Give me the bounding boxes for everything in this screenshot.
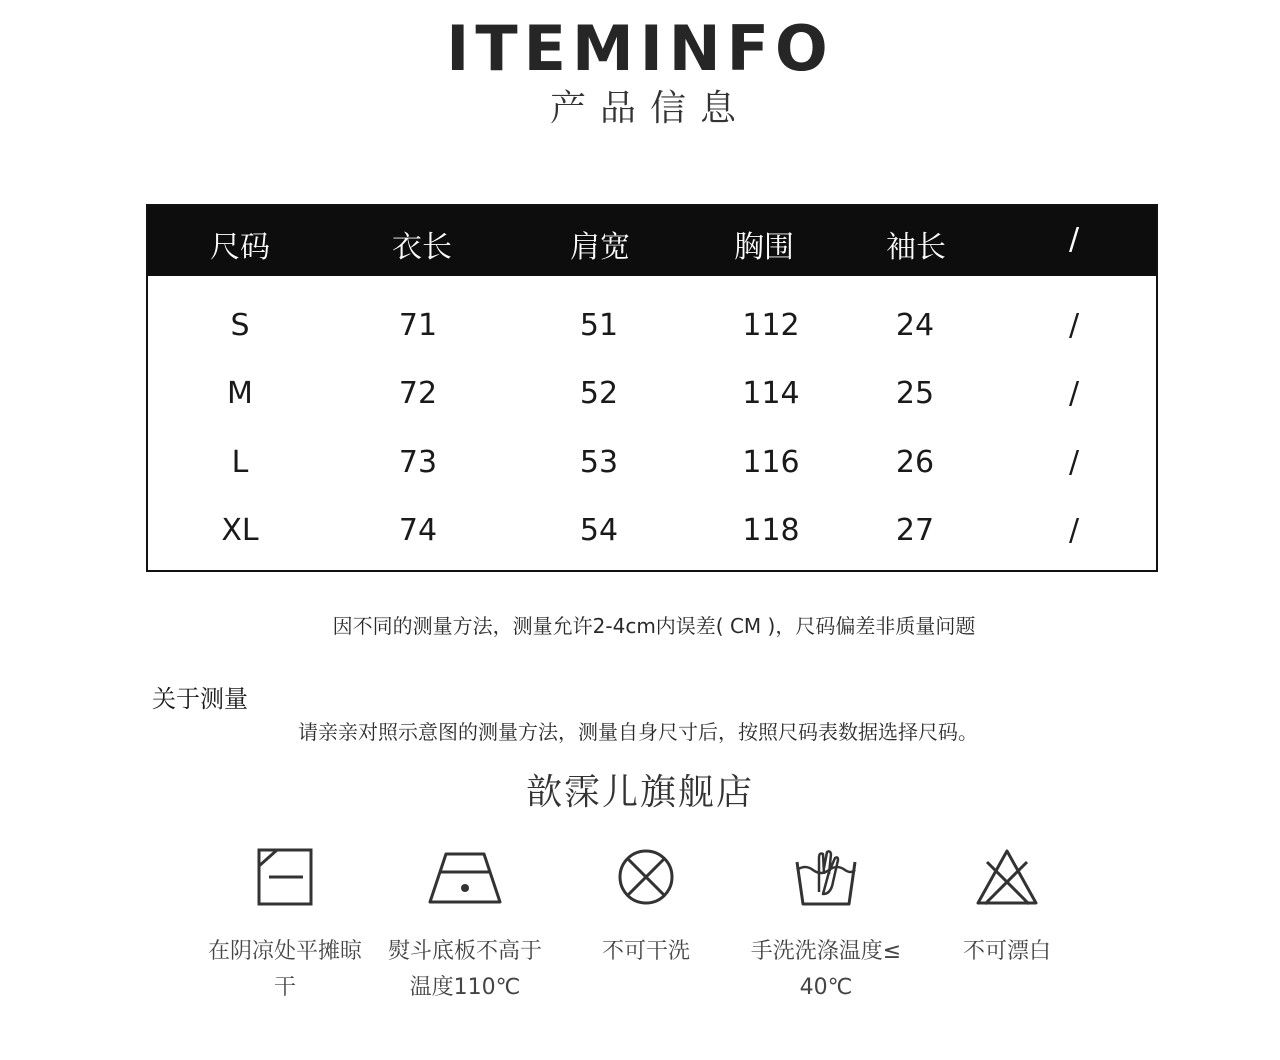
table-cell: / <box>1068 513 1080 548</box>
table-cell: S <box>230 308 250 343</box>
table-cell: L <box>231 445 249 480</box>
care-item-dry-flat <box>190 848 380 1018</box>
table-cell: 114 <box>742 376 800 411</box>
table-cell: 51 <box>579 308 619 343</box>
care-item-hand-wash <box>731 848 921 1018</box>
table-cell: 26 <box>895 445 935 480</box>
table-row <box>148 499 1156 567</box>
shade-dry-flat-icon <box>257 848 313 910</box>
table-cell: 118 <box>742 513 800 548</box>
care-label: 手洗洗涤温度≤ 40℃ <box>750 939 902 1000</box>
no-dry-clean-icon <box>617 848 675 910</box>
care-label: 不可漂白 <box>962 939 1051 964</box>
hand-wash-icon <box>793 848 859 912</box>
table-cell: 73 <box>398 445 438 480</box>
care-item-no-dry-clean <box>551 848 741 1018</box>
table-cell: 74 <box>398 513 438 548</box>
column-header-shoulder: 肩宽 <box>570 230 630 265</box>
table-cell: 71 <box>398 308 438 343</box>
table-row <box>148 294 1156 362</box>
table-cell: 112 <box>742 308 800 343</box>
care-label: 不可干洗 <box>601 939 690 964</box>
header-title: ITEMINFO <box>446 12 834 85</box>
measure-section-title: 关于测量 <box>152 685 248 713</box>
care-label: 在阴凉处平摊晾 干 <box>207 939 362 1000</box>
measure-section-text: 请亲亲对照示意图的测量方法，测量自身尺寸后，按照尺码表数据选择尺码。 <box>298 720 978 744</box>
column-header-extra: / <box>1068 222 1080 257</box>
table-cell: 25 <box>895 376 935 411</box>
care-label: 熨斗底板不高于 温度110℃ <box>387 939 542 1000</box>
table-cell: XL <box>221 513 259 548</box>
measurement-note: 因不同的测量方法，测量允许2-4cm内误差( CM )，尺码偏差非质量问题 <box>332 614 976 638</box>
column-header-length: 衣长 <box>392 230 452 265</box>
table-cell: M <box>227 376 253 411</box>
table-cell: / <box>1068 445 1080 480</box>
table-cell: 53 <box>579 445 619 480</box>
table-cell: / <box>1068 376 1080 411</box>
store-name: 歆霂儿旗舰店 <box>525 772 754 813</box>
column-header-chest: 胸围 <box>734 230 794 265</box>
table-cell: 72 <box>398 376 438 411</box>
table-cell: 54 <box>579 513 619 548</box>
table-cell: / <box>1068 308 1080 343</box>
table-row <box>148 431 1156 499</box>
table-cell: 52 <box>579 376 619 411</box>
table-cell: 24 <box>895 308 935 343</box>
column-header-sleeve: 袖长 <box>886 230 946 265</box>
table-cell: 27 <box>895 513 935 548</box>
header-subtitle: 产品信息 <box>549 88 750 129</box>
size-table <box>146 204 1158 572</box>
iron-low-temp-icon <box>426 848 504 910</box>
table-header-row <box>148 206 1156 276</box>
care-item-no-bleach <box>912 848 1102 1018</box>
table-row <box>148 362 1156 430</box>
column-header-size: 尺码 <box>210 230 270 265</box>
no-bleach-icon <box>975 848 1039 910</box>
care-item-iron <box>370 848 560 1018</box>
table-cell: 116 <box>742 445 800 480</box>
